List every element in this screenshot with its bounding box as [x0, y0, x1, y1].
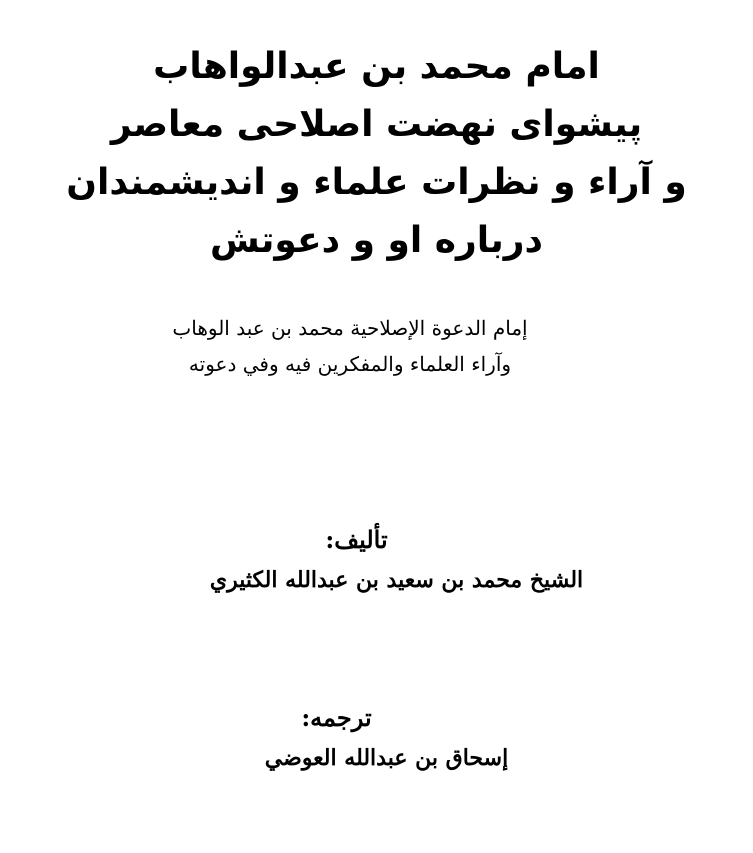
persian-title-line-3: و آراء و نظرات علماء و انديشمندان [66, 162, 687, 203]
translator-name: إسحاق بن عبدالله العوضي [264, 745, 509, 771]
author-label: تأليف: [325, 525, 388, 554]
persian-title-line-4: درباره او و دعوتش [210, 220, 543, 261]
arabic-title-line-1: إمام الدعوة الإصلاحية محمد بن عبد الوهاب [172, 316, 528, 340]
arabic-title-line-2: وآراء العلماء والمفكرين فيه وفي دعوته [188, 352, 512, 376]
persian-title-line-2: پيشواى نهضت اصلاحى معاصر [110, 104, 643, 145]
persian-title-line-1: امام محمد بن عبدالواهاب [153, 46, 600, 87]
persian-title [0, 38, 753, 270]
arabic-title [0, 310, 700, 382]
translator-label: ترجمه: [301, 703, 372, 732]
author-name: الشيخ محمد بن سعيد بن عبدالله الكثيري [209, 567, 584, 593]
translator-section [0, 698, 753, 778]
author-section [0, 520, 753, 600]
